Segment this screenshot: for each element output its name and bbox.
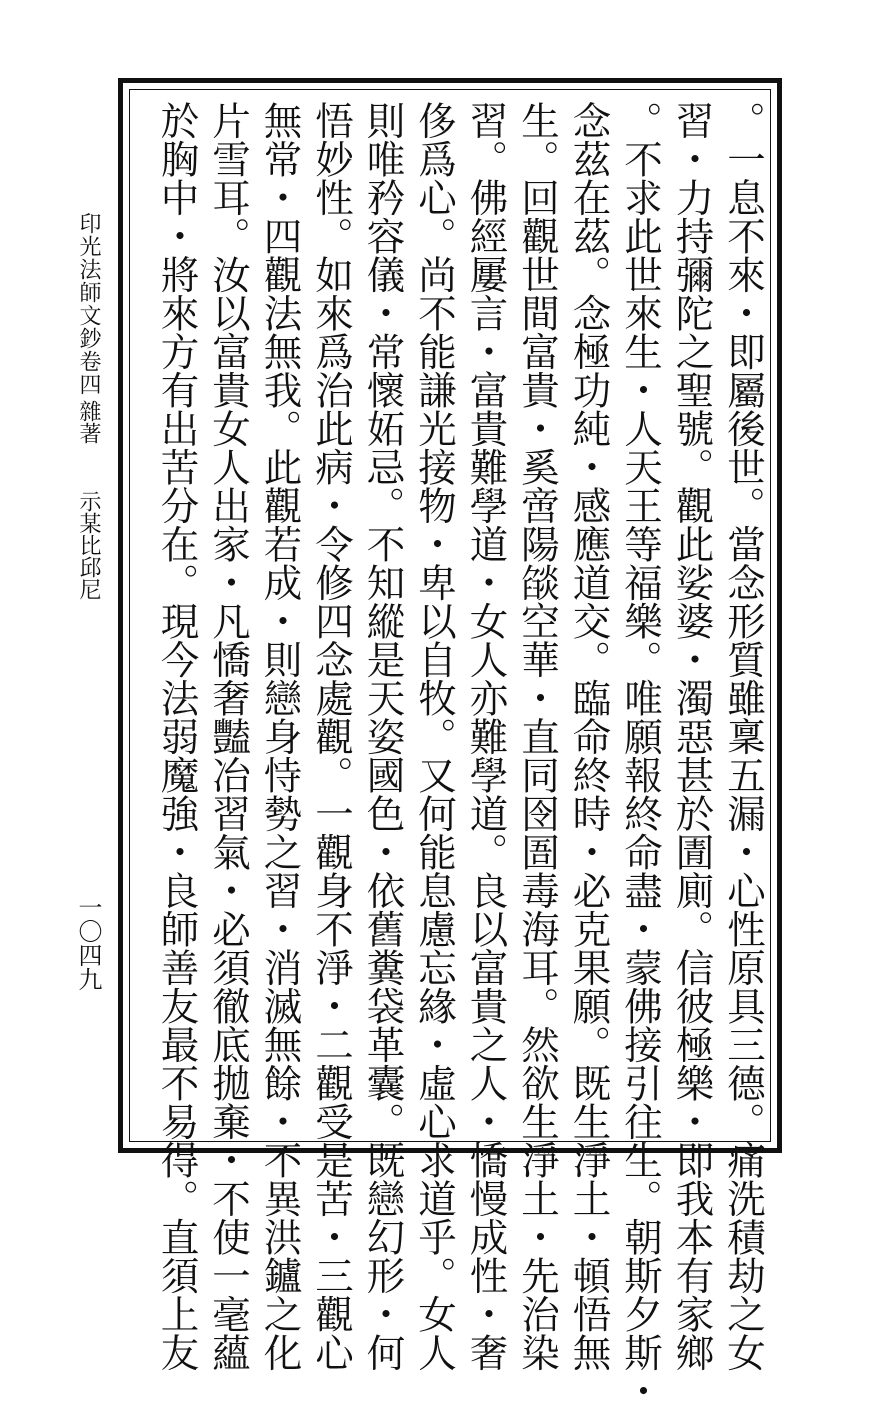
text-column-4: 念茲在茲。念極功純・感應道交。臨命終時・必克果願。既生淨土・頓悟無 xyxy=(566,101,612,1372)
text-column-11: 片雪耳。汝以富貴女人出家・凡憍奢豔冶習氣・必須徹底拋棄・不使一毫蘊 xyxy=(206,101,251,1372)
text-column-2: 習・力持彌陀之聖號。觀此娑婆・濁惡甚於圊廁。信彼極樂・即我本有家鄉 xyxy=(669,101,715,1372)
book-title: 印光法師文鈔卷四 xyxy=(76,212,101,396)
page-number: 一〇四九 xyxy=(74,895,102,991)
text-column-10: 無常・四觀法無我。此觀若成・則戀身恃勢之習・消滅無餘・不異洪鑪之化 xyxy=(257,101,303,1372)
text-column-9: 悟妙性。如來爲治此病・令修四念處觀。一觀身不淨・二觀受是苦・三觀心 xyxy=(309,101,354,1372)
page-border xyxy=(118,78,782,1410)
text-block xyxy=(153,101,768,1410)
text-column-6: 習。佛經屢言・富貴難學道・女人亦難學道。良以富貴之人・憍慢成性・奢 xyxy=(463,101,509,1372)
text-column-7: 侈爲心。尚不能謙光接物・卑以自牧。又何能息慮忘緣・虛心求道乎。女人 xyxy=(412,101,457,1372)
text-column-12: 於胸中・將來方有出苦分在。現今法弱魔強・良師善友最不易得。直須上友 xyxy=(154,101,200,1372)
section-label: 雜著 xyxy=(76,400,101,444)
text-column-8: 則唯矜容儀・常懷妬忌。不知縱是天姿國色・依舊糞袋革囊。既戀幻形・何 xyxy=(360,101,406,1372)
text-column-3: 。不求此世來生・人天王等福樂。唯願報終命盡・蒙佛接引往生。朝斯夕斯・ xyxy=(618,101,663,1410)
text-column-1: 。一息不來・即屬後世。當念形質雖稟五漏・心性原具三德。痛洗積劫之女 xyxy=(721,101,766,1372)
essay-title: 示某比邱尼 xyxy=(76,490,101,600)
text-column-5: 生。回觀世間富貴・奚啻陽燄空華・直同囹圄毒海耳。然欲生淨土・先治染 xyxy=(515,101,560,1372)
